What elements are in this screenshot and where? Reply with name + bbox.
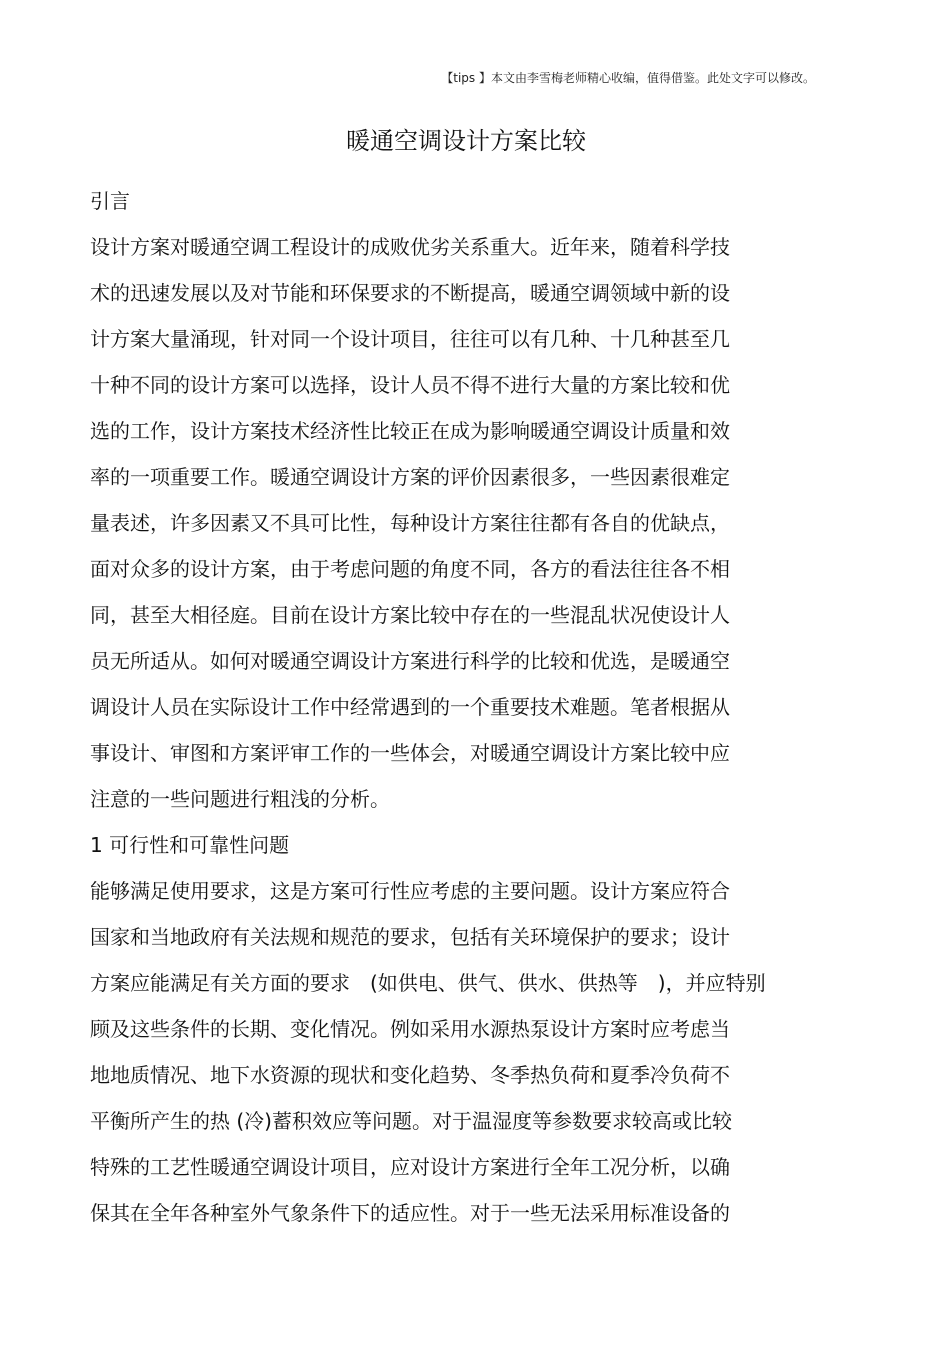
text-line: 特殊的工艺性暖通空调设计项目，应对设计方案进行全年工况分析，以确	[90, 1155, 730, 1179]
document-body	[90, 178, 860, 1236]
text-line: 同，甚至大相径庭。目前在设计方案比较中存在的一些混乱状况使设计人	[90, 603, 730, 627]
text-line: 面对众多的设计方案，由于考虑问题的角度不同，各方的看法往往各不相	[90, 557, 730, 581]
text-line: 国家和当地政府有关法规和规范的要求，包括有关环境保护的要求；设计	[90, 925, 730, 949]
section-heading-introduction: 引言	[90, 189, 130, 213]
text-line: 能够满足使用要求，这是方案可行性应考虑的主要问题。设计方案应符合	[90, 879, 730, 903]
text-line: 注意的一些问题进行粗浅的分析。	[90, 787, 390, 811]
text-line: 术的迅速发展以及对节能和环保要求的不断提高，暖通空调领域中新的设	[90, 281, 730, 305]
text-line: 地地质情况、地下水资源的现状和变化趋势、冬季热负荷和夏季冷负荷不	[90, 1063, 730, 1087]
text-line: 设计方案对暖通空调工程设计的成败优劣关系重大。近年来，随着科学技	[90, 235, 730, 259]
text-line: 平衡所产生的热 (冷)蓄积效应等问题。对于温湿度等参数要求较高或比较	[90, 1109, 732, 1133]
text-line: 选的工作，设计方案技术经济性比较正在成为影响暖通空调设计质量和效	[90, 419, 730, 443]
text-line: 事设计、审图和方案评审工作的一些体会，对暖通空调设计方案比较中应	[90, 741, 730, 765]
text-line: 十种不同的设计方案可以选择，设计人员不得不进行大量的方案比较和优	[90, 373, 730, 397]
tips-note: 【tips 】本文由李雪梅老师精心收编，值得借鉴。此处文字可以修改。	[441, 71, 815, 85]
section-heading-feasibility: 1 可行性和可靠性问题	[90, 833, 290, 857]
page-title: 暖通空调设计方案比较	[346, 127, 586, 155]
text-line: 计方案大量涌现，针对同一个设计项目，往往可以有几种、十几种甚至几	[90, 327, 730, 351]
text-line: 保其在全年各种室外气象条件下的适应性。对于一些无法采用标准设备的	[90, 1201, 730, 1225]
text-line: 员无所适从。如何对暖通空调设计方案进行科学的比较和优选，是暖通空	[90, 649, 730, 673]
text-line: 顾及这些条件的长期、变化情况。例如采用水源热泵设计方案时应考虑当	[90, 1017, 730, 1041]
text-line: 方案应能满足有关方面的要求 (如供电、供气、供水、供热等 )，并应特别	[90, 971, 766, 995]
text-line: 调设计人员在实际设计工作中经常遇到的一个重要技术难题。笔者根据从	[90, 695, 730, 719]
text-line: 率的一项重要工作。暖通空调设计方案的评价因素很多，一些因素很难定	[90, 465, 730, 489]
text-line: 量表述，许多因素又不具可比性，每种设计方案往往都有各自的优缺点，	[90, 511, 730, 535]
